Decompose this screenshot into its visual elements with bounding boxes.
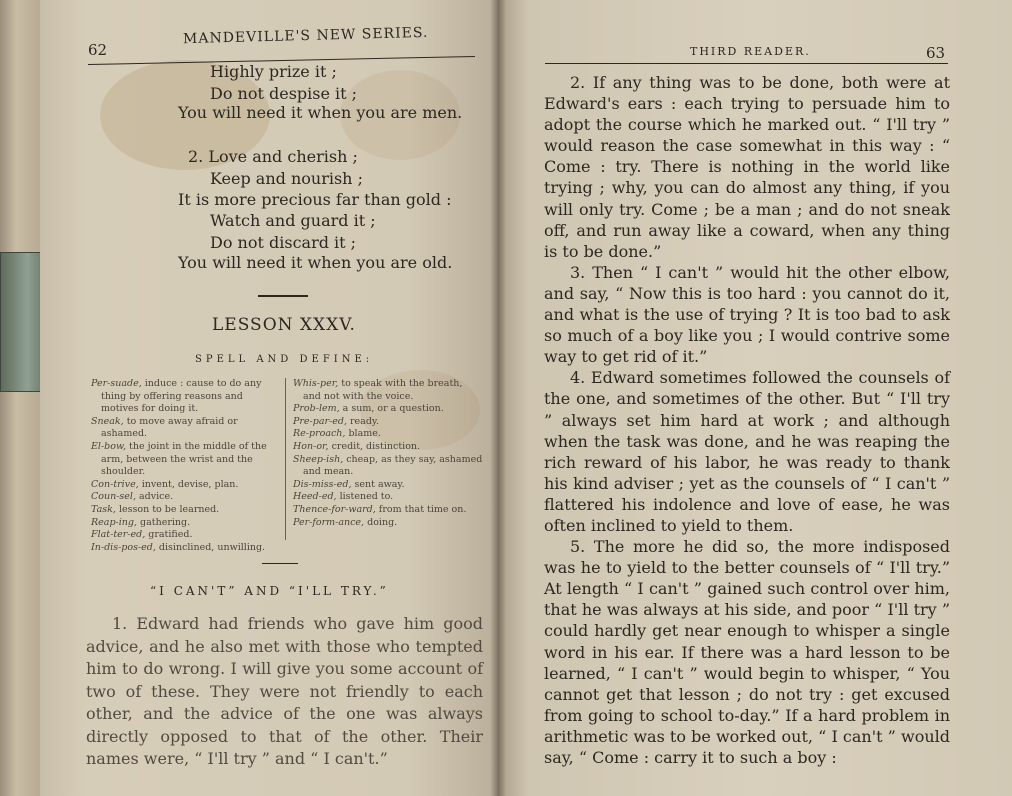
poem-line: You will need it when you are men. (178, 103, 463, 122)
vocab-item: Per-suade, induce : cause to do any thing by offering reasons and motives for doing it. (91, 378, 262, 415)
paragraph: 2. If any thing was to be done, both were at Edward's ears : each trying to persuade him to adopt the course which he marked out. “ I'll try ” would reason the case somewhat in this way : “ Come : try. There is nothing in the world like trying ; why, you can do almost any thing, if you will only try. Come ; be a man ; and do not sneak off, and run away like a coward, when any thing is to be done.” (544, 73, 950, 261)
poem-line: 2. Love and cherish ; (188, 147, 358, 166)
spell-define-heading: SPELL AND DEFINE: (195, 354, 374, 365)
paragraph: 1. Edward had friends who gave him good advice, and he also met with those who tempted him to do wrong. I will give you some account of two of these. They were not friendly to each other, and the advice of the one was always directly opposed to that of the other. Their names were, “ I'll try ” and “ I can't.” (86, 614, 483, 768)
vocab-item: El-bow, the joint in the middle of the arm, between the wrist and the shoulder. (91, 440, 267, 478)
vocab-item: Reap-ing, gathering. (91, 516, 191, 528)
poem-line: It is more precious far than gold : (178, 190, 452, 209)
vocab-item: Prob-lem, a sum, or a question. (293, 403, 444, 415)
gutter-shadow (490, 0, 506, 796)
vocab-item: Flat-ter-ed, gratified. (91, 529, 193, 541)
poem-line: Highly prize it ; (210, 62, 337, 81)
vocab-item: Dis-miss-ed, sent away. (293, 478, 405, 490)
vocab-item: Per-form-ance, doing. (293, 516, 398, 528)
lesson-title: LESSON XXXV. (212, 315, 356, 335)
section-divider (258, 295, 308, 297)
page-number-left: 62 (88, 41, 108, 59)
vocab-item: Pre-par-ed, ready. (293, 415, 380, 427)
vocab-item: In-dis-pos-ed, disinclined, unwilling. (91, 541, 266, 553)
poem-line: Watch and guard it ; (210, 211, 376, 230)
vocab-item: Coun-sel, advice. (91, 491, 174, 503)
right-text-column (544, 72, 950, 768)
vocab-item: Task, lesson to be learned. (91, 503, 220, 515)
section-divider (262, 563, 298, 564)
paragraph: 3. Then “ I can't ” would hit the other elbow, and say, “ Now this is too hard : you cannot do it, and what is the use of trying ? It is too bad to ask so much of a boy like you ; I would contrive some way to get rid of it.” (544, 262, 950, 367)
poem-line: You will need it when you are old. (178, 253, 453, 272)
running-head-left: MANDEVILLE'S NEW SERIES. (182, 24, 429, 48)
vocab-item: Con-trive, invent, devise, plan. (91, 478, 239, 490)
poem-line: Keep and nourish ; (210, 169, 363, 188)
vocab-item: Re-proach, blame. (293, 428, 381, 440)
vocab-item: Whis-per, to speak with the breath, and not with the voice. (293, 378, 463, 402)
vocab-list-right (293, 378, 483, 529)
vocab-item: Sneak, to move away afraid or ashamed. (91, 415, 238, 440)
vocab-list-left (91, 378, 281, 554)
book-edge (0, 0, 40, 796)
story-title: “I CAN'T” AND “I'LL TRY.” (150, 584, 389, 598)
vocab-item: Hon-or, credit, distinction. (293, 440, 421, 452)
poem-line: Do not discard it ; (210, 233, 357, 252)
page-number-right: 63 (926, 44, 946, 62)
vocab-item: Thence-for-ward, from that time on. (293, 503, 467, 515)
vocab-divider (285, 378, 286, 540)
paragraph: 5. The more he did so, the more indisposed was he to yield to the better counsels of “ I'll try.” At length “ I can't ” gained such control over him, that he was always at his side, and poor “ I'll try ” could hardly get near enough to whisper a single word in his ear. If there was a hard lesson to be learned, “ I can't ” would begin to whisper, “ You cannot get that lesson ; do not try : get excused from going to school to-day.” If a hard problem in arithmetic was to be worked out, “ I can't ” would say, “ Come : carry it to such a boy : (544, 537, 950, 767)
vocab-item: Heed-ed, listened to. (293, 491, 394, 503)
paragraph: 4. Edward sometimes followed the counsels of the one, and sometimes of the other. But “ I'll try ” always set him hard at work ; and although when the task was done, and he was reaping the rich reward of his labor, he was ready to thank his kind adviser ; yet as the counsels of “ I can't ” flattered his indolence and love of ease, he was often inclined to yield to them. (544, 368, 950, 535)
running-head-right: THIRD READER. (690, 45, 811, 58)
vocab-item: Sheep-ish, cheap, as they say, ashamed and mean. (293, 453, 483, 478)
header-rule-right (545, 63, 948, 64)
poem-line: Do not despise it ; (210, 84, 358, 103)
